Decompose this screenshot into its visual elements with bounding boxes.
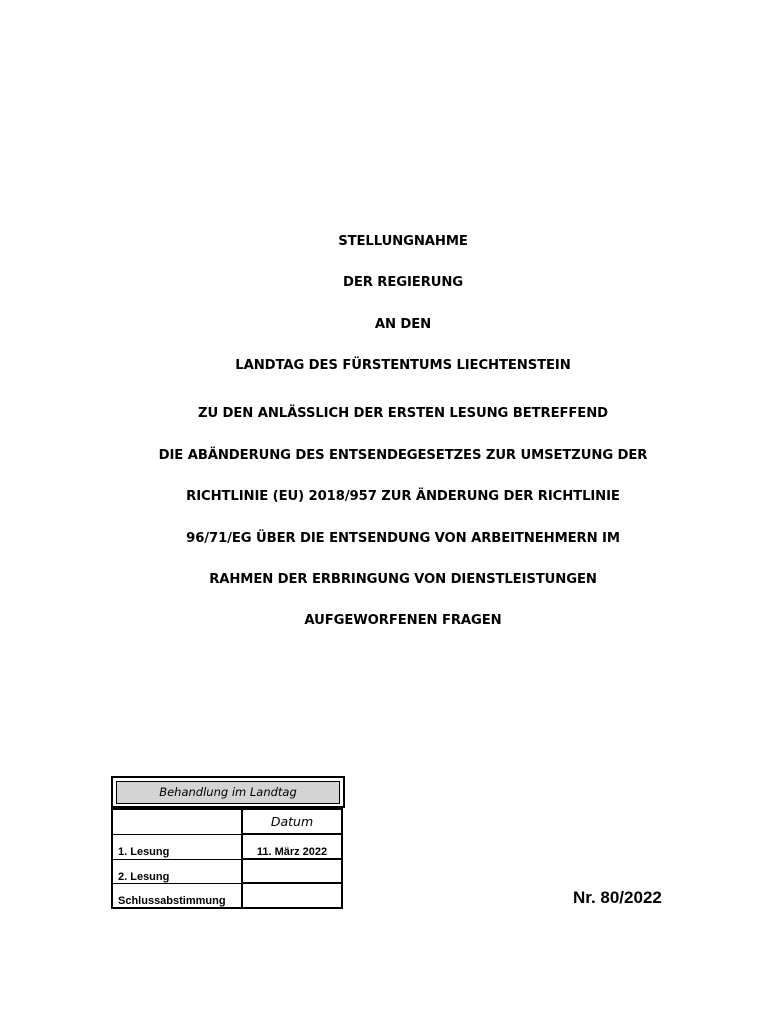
title-line-subject-3: RICHTLINIE (EU) 2018/957 ZUR ÄNDERUNG DER RICHTLINIE (186, 489, 620, 504)
table-row-label: 2. Lesung (111, 859, 242, 884)
table-corner-cell (111, 808, 242, 835)
document-number: Nr. 80/2022 (573, 888, 662, 907)
title-line-parliament: LANDTAG DES FÜRSTENTUMS LIECHTENSTEIN (235, 358, 571, 373)
table-row-date (241, 883, 343, 909)
table-header: Behandlung im Landtag (116, 781, 340, 804)
table-row-label: 1. Lesung (111, 834, 242, 860)
column-header-date: Datum (241, 808, 343, 835)
table-row-date (241, 859, 343, 884)
table-row-label: Schlussabstimmung (111, 883, 242, 909)
table-row-date: 11. März 2022 (241, 834, 343, 860)
title-line-subject-2: DIE ABÄNDERUNG DES ENTSENDEGESETZES ZUR UMSETZUNG DER (158, 448, 648, 463)
title-line-to: AN DEN (374, 317, 432, 332)
title-line-subject-6: AUFGEWORFENEN FRAGEN (304, 613, 502, 628)
title-line-government: DER REGIERUNG (342, 275, 464, 290)
title-line-statement: STELLUNGNAHME (338, 234, 468, 249)
title-line-subject-5: RAHMEN DER ERBRINGUNG VON DIENSTLEISTUNGEN (209, 572, 597, 587)
title-line-subject-1: ZU DEN ANLÄSSLICH DER ERSTEN LESUNG BETREFFEND (197, 406, 608, 421)
table-header-frame (111, 776, 345, 808)
title-line-subject-4: 96/71/EG ÜBER DIE ENTSENDUNG VON ARBEITNEHMERN IM (186, 531, 620, 546)
